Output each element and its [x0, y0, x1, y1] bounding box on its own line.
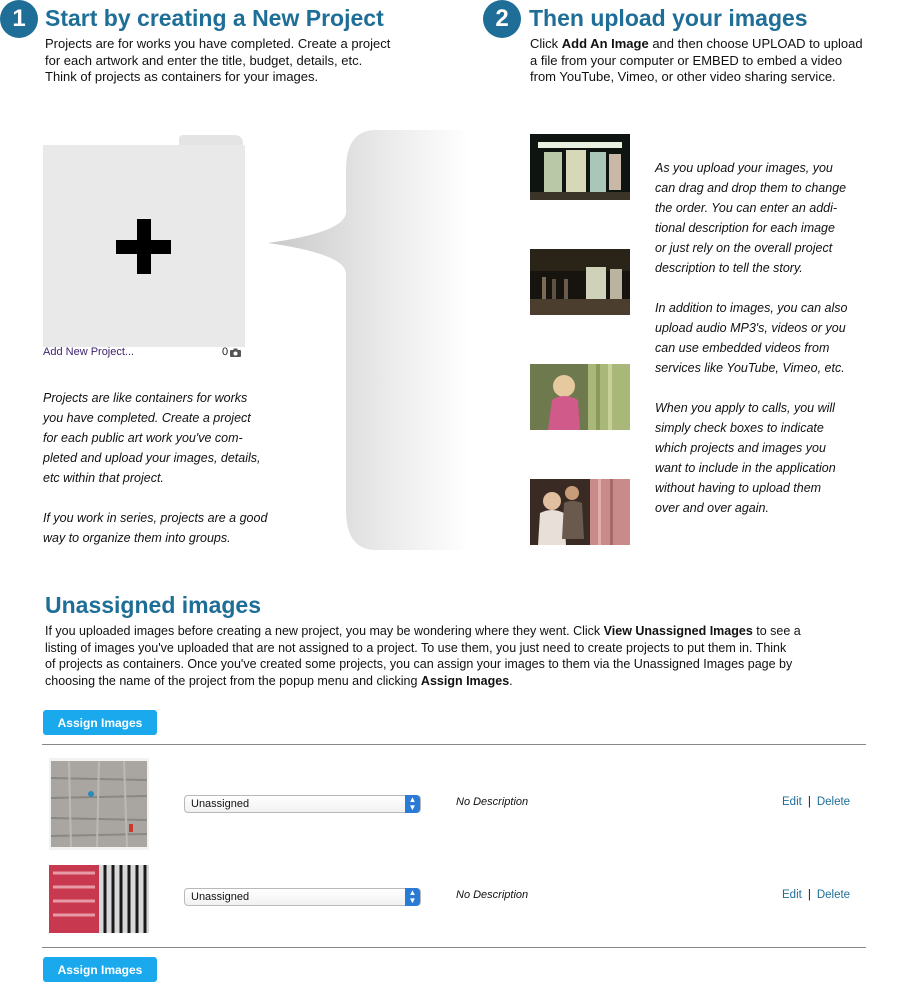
- image-description: No Description: [456, 889, 529, 901]
- step-2-intro-line: a file from your computer or EMBED to embed a video: [530, 52, 843, 68]
- step-2-title: Then upload your images: [529, 5, 808, 31]
- connector-arrow-shape: [268, 130, 468, 552]
- camera-icon: [230, 348, 241, 357]
- description-line: Projects are like containers for works: [43, 391, 248, 405]
- step-2-intro-line: from YouTube, Vimeo, or other video sharing service.: [530, 69, 836, 84]
- paragraph-text: If you uploaded images before creating a new project, you may be wondering where they went. Click: [45, 624, 604, 638]
- new-project-card[interactable]: [43, 135, 245, 347]
- delete-link[interactable]: Delete: [816, 889, 851, 901]
- step-1-description: [43, 388, 283, 548]
- step-2-badge: 2: [483, 0, 521, 38]
- description-spacer: [655, 378, 885, 398]
- paragraph-bold: Assign Images: [420, 673, 510, 688]
- paragraph-line: [45, 623, 875, 640]
- paragraph-bold: View Unassigned Images: [603, 624, 753, 638]
- delete-link[interactable]: Delete: [816, 796, 851, 808]
- select-arrows-icon: ▲ ▼: [405, 795, 420, 813]
- table-row: [0, 758, 908, 850]
- row-actions: [782, 796, 850, 808]
- step-1-intro: [45, 36, 445, 86]
- paragraph-text: .: [509, 673, 513, 688]
- description-line: etc within that project.: [43, 471, 164, 485]
- description-line: want to include in the application: [655, 461, 836, 475]
- action-separator: |: [807, 796, 811, 808]
- edit-link[interactable]: Edit: [782, 889, 802, 901]
- image-thumbnail[interactable]: [49, 865, 149, 933]
- description-line: over and over again.: [655, 501, 769, 515]
- step-1-title: Start by creating a New Project: [45, 5, 384, 31]
- description-line: pleted and upload your images, details,: [43, 451, 261, 465]
- image-count-value: 0: [222, 346, 229, 358]
- select-arrows-icon: ▲ ▼: [405, 888, 420, 906]
- image-thumbnail[interactable]: [49, 758, 149, 850]
- description-line: In addition to images, you can also: [655, 301, 848, 315]
- description-line: which projects and images you: [655, 441, 826, 455]
- description-spacer: [655, 278, 885, 298]
- image-thumbnail[interactable]: [530, 364, 630, 430]
- step-1-intro-line: Projects are for works you have completed. Create a project: [45, 36, 391, 51]
- description-line: simply check boxes to indicate: [655, 421, 824, 435]
- description-line: can drag and drop them to change: [655, 181, 847, 195]
- project-select[interactable]: [184, 795, 421, 813]
- image-count: [222, 346, 241, 358]
- unassigned-paragraph: [45, 623, 875, 689]
- paragraph-text: to see a: [752, 624, 801, 638]
- description-line: can use embedded videos from: [655, 341, 830, 355]
- description-line: If you work in series, projects are a good: [43, 511, 268, 525]
- description-line: description to tell the story.: [655, 261, 803, 275]
- intro-text: and then choose UPLOAD to upload: [648, 36, 863, 51]
- step-1-intro-line: for each artwork and enter the title, budget, details, etc.: [45, 52, 363, 68]
- step-2-intro: [530, 36, 900, 86]
- paragraph-line: of projects as containers. Once you've created some projects, you can assign your images to them via the Unassigned Images page by: [45, 657, 793, 671]
- description-line: the order. You can enter an addi-: [655, 201, 838, 215]
- description-line: When you apply to calls, you will: [655, 401, 835, 415]
- assign-images-button-bottom[interactable]: Assign Images: [43, 957, 157, 982]
- table-top-divider: [42, 744, 866, 745]
- description-line: without having to upload them: [655, 481, 822, 495]
- row-actions: [782, 889, 850, 901]
- table-bottom-divider: [42, 947, 866, 948]
- description-line: As you upload your images, you: [655, 161, 833, 175]
- table-row: [0, 865, 908, 933]
- description-line: services like YouTube, Vimeo, etc.: [655, 361, 845, 375]
- image-thumbnail[interactable]: [530, 479, 630, 545]
- description-line: upload audio MP3's, videos or you: [655, 321, 846, 335]
- unassigned-title: Unassigned images: [45, 592, 262, 618]
- paragraph-text: choosing the name of the project from the popup menu and clicking: [45, 673, 421, 688]
- image-thumbnail[interactable]: [530, 134, 630, 200]
- paragraph-line: [45, 673, 875, 690]
- plus-icon[interactable]: [116, 219, 171, 274]
- description-line: you have completed. Create a project: [43, 411, 251, 425]
- step-1-badge: 1: [0, 0, 38, 38]
- image-description: No Description: [456, 796, 529, 808]
- step-1-intro-line: Think of projects as containers for your images.: [45, 69, 319, 84]
- description-line: for each public art work you've com-: [43, 431, 243, 445]
- project-select[interactable]: [184, 888, 421, 906]
- image-thumbnail[interactable]: [530, 249, 630, 315]
- step-2-description: [655, 158, 885, 518]
- description-spacer: [43, 488, 283, 508]
- edit-link[interactable]: Edit: [782, 796, 802, 808]
- paragraph-line: listing of images you've uploaded that are not assigned to a project. To use them, you just need to create projects to put them in. Think: [45, 640, 787, 655]
- add-new-project-link[interactable]: Add New Project...: [43, 346, 135, 358]
- description-line: or just rely on the overall project: [655, 241, 833, 255]
- project-select-value: Unassigned: [191, 798, 250, 810]
- intro-text: Click: [530, 36, 562, 51]
- description-line: way to organize them into groups.: [43, 531, 231, 545]
- step-2-intro-line: [530, 36, 900, 53]
- project-select-value: Unassigned: [191, 891, 250, 903]
- action-separator: |: [807, 889, 811, 901]
- intro-bold: Add An Image: [561, 36, 649, 51]
- assign-images-button-top[interactable]: Assign Images: [43, 710, 157, 735]
- description-line: tional description for each image: [655, 221, 835, 235]
